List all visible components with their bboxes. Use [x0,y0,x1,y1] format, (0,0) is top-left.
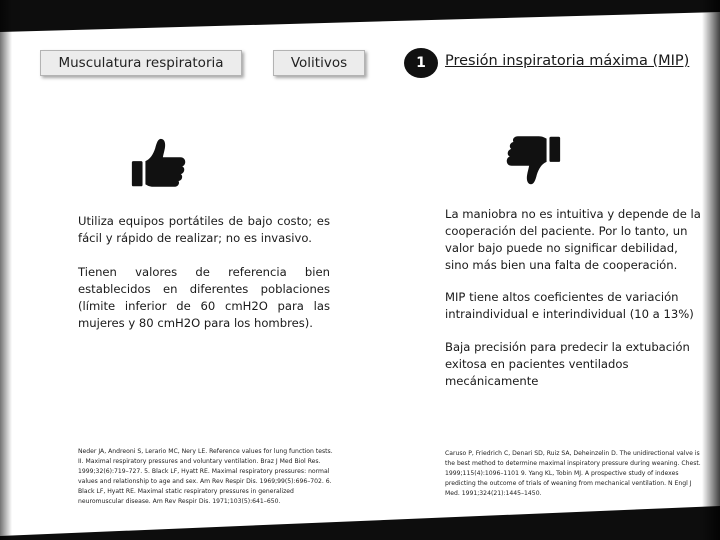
references-right: Caruso P, Friedrich C, Denari SD, Ruiz SA, Deheinzelin D. The unidirectional valve is the best method to determine maximal inspiratory pressure during weaning. Chest. 1999;115(4):1096–1101 9. Yang KL, Tobin MJ. A prospective study of indexes predicting the outcome of trials of weaning from mechanical ventilation. N Engl J Med. 1991;324(21):1445–1450. [445,450,701,497]
references-left: Neder JA, Andreoni S, Lerario MC, Nery LE. Reference values for lung function tests. II. Maximal respiratory pressures and voluntary ventilation. Braz J Med Biol Res. 1999;32(6):719–727. 5. Black LF, Hyatt RE. Maximal respiratory pressures: normal values and relationship to age and sex. Am Rev Respir Dis. 1969;99(5):696–702. 6. Black LF, Hyatt RE. Maximal static respiratory pressures in generalized neuromuscular disease. Am Rev Respir Dis. 1971;103(5):641–650. [78,448,333,505]
advantage-text: Utiliza equipos portátiles de bajo costo; es fácil y rápido de realizar; no es invasivo. [78,214,330,245]
number-badge: 1 [404,48,438,78]
disadvantage-text: Baja precisión para predecir la extubación exitosa en pacientes ventilados mecánicamente [445,340,690,388]
disadvantage-text: MIP tiene altos coeficientes de variación intraindividual e interindividual (10 a 13%) [445,290,694,321]
thumbs-up-icon [128,133,190,195]
disadvantage-text: La maniobra no es intuitiva y depende de la cooperación del paciente. Por lo tanto, un valor bajo puede no significar debilidad, sino más bien una falta de cooperación. [445,207,701,272]
advantage-text: Tienen valores de referencia bien establecidos en diferentes poblaciones (límite inferior de 60 cmH2O para las mujeres y 80 cmH2O para los hombres). [78,265,330,330]
thumbs-down-icon [502,128,564,190]
category-muscle-label: Musculatura respiratoria [40,50,242,76]
left-edge-shadow [0,0,12,540]
top-frame-band [0,0,720,40]
slide-title: Presión inspiratoria máxima (MIP) [445,53,690,69]
category-volitive-label: Volitivos [273,50,365,76]
